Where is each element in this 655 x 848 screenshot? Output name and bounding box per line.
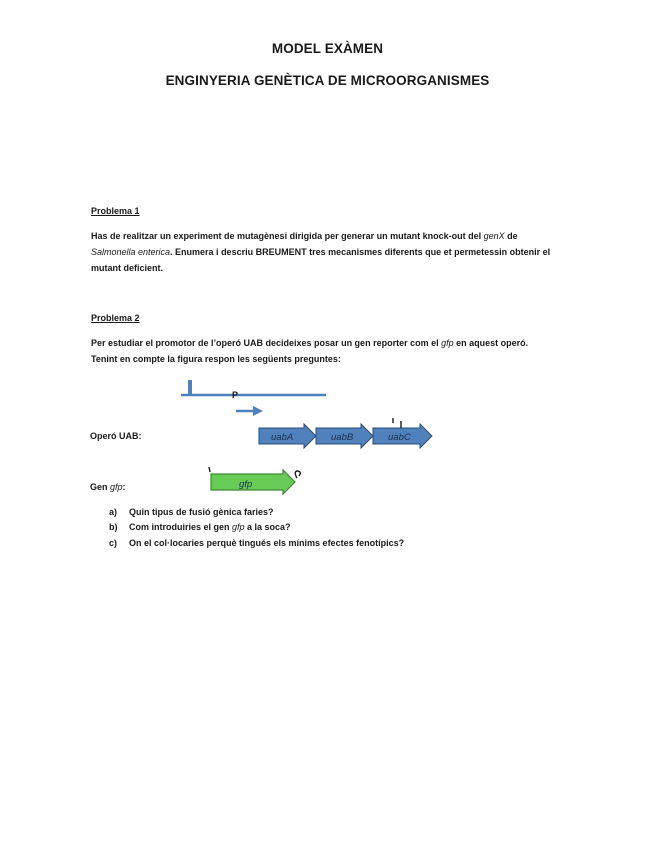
problem1-heading: Problema 1 [91, 206, 140, 216]
gene-uabA [259, 424, 316, 448]
problem2-line2: Tenint en compte la figura respon les següents preguntes: [91, 354, 341, 364]
problem2-heading: Problema 2 [91, 313, 140, 323]
problem1-line1-text: Has de realitzar un experiment de mutagènesi dirigida per generar un mutant knock-out del [91, 231, 484, 241]
promoter-label: P [232, 390, 239, 400]
problem1-species-name: Salmonella enterica [91, 247, 171, 257]
operon-label: Operó UAB: [90, 431, 142, 441]
gene-label-uabA: uabA [271, 432, 294, 443]
question-a-text [129, 507, 274, 517]
gfp-row-label [90, 482, 126, 492]
promoter-tick [188, 380, 192, 395]
gene-gfp [211, 470, 295, 494]
question-b-part1: Com introduiries el gen [129, 522, 233, 532]
problem1-line3: mutant deficient. [91, 263, 164, 273]
page-title: MODEL EXÀMEN [271, 41, 384, 56]
question-c-marker: c) [109, 538, 118, 548]
problem2-line1-text: Per estudiar el promotor de l’operó UAB decideixes posar un gen reporter com el [91, 338, 442, 348]
gene-uabC [373, 424, 432, 448]
question-a-marker: a) [109, 507, 118, 517]
gfp-row-label-text: Gen [90, 482, 111, 492]
question-b-gene: gfp [232, 522, 245, 532]
transcription-arrow-icon [236, 406, 263, 416]
mark-4 [295, 471, 300, 478]
question-b-marker: b) [109, 522, 118, 532]
problem2-line1-end: en aquest operó. [453, 338, 529, 348]
question-b-text [129, 522, 291, 532]
gene-label-gfp: gfp [239, 479, 253, 490]
problem2-gene-name: gfp [441, 338, 454, 348]
question-a-part1: Quin tipus de fusió gènica faries? [129, 507, 274, 517]
question-c-part1: On el col·locaries perquè tingués els mínims efectes fenotípics? [129, 538, 405, 548]
gene-label-uabC: uabC [388, 432, 411, 443]
page-subtitle: ENGINYERIA GENÈTICA DE MICROORGANISMES [165, 73, 490, 88]
question-b-part2: a la soca? [244, 522, 291, 532]
problem1-line2-text: . Enumera i descriu BREUMENT tres mecanismes diferents que et permetessin obtenir el [170, 247, 551, 257]
mark-3 [209, 467, 210, 472]
problem1-line1-end: de [504, 231, 518, 241]
question-c-text [129, 538, 404, 548]
gene-uabB [316, 424, 373, 448]
gfp-row-label-colon: : [122, 482, 126, 492]
gfp-row-label-gene: gfp [110, 482, 123, 492]
problem1-gene-name: genX [483, 231, 505, 241]
gene-label-uabB: uabB [331, 432, 354, 443]
